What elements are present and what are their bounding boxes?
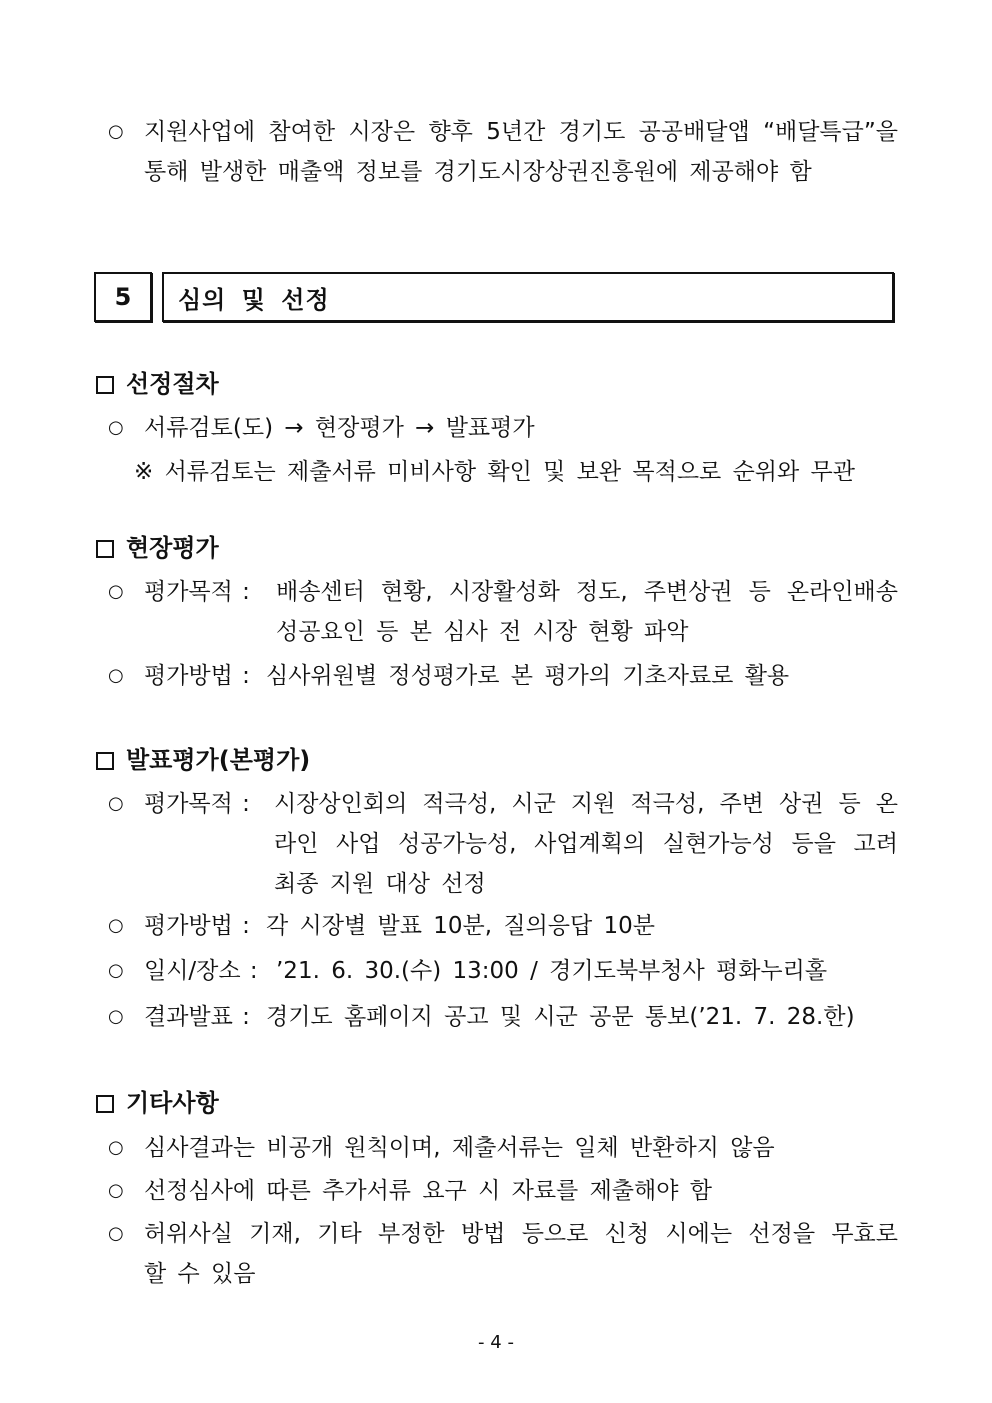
section-header	[94, 272, 894, 324]
list-item-text: 할 수 있음	[144, 1261, 256, 1287]
item-label: 일시/장소 :	[144, 958, 258, 984]
item-text: 심사위원별 정성평가로 본 평가의 기초자료로 활용	[266, 663, 790, 689]
subsection-heading	[96, 530, 219, 566]
item-text: 최종 지원 대상 선정	[274, 871, 486, 897]
item-label: 결과발표 :	[144, 1004, 250, 1030]
item-text: ’21. 6. 30.(수) 13:00 / 경기도북부청사 평화누리홀	[276, 958, 828, 984]
circle-bullet-icon: ○	[108, 1006, 124, 1027]
subsection-heading-text: 현장평가	[126, 534, 219, 562]
item-label: 평가목적 :	[144, 791, 250, 817]
page-number	[0, 1332, 992, 1353]
circle-bullet-icon: ○	[108, 417, 124, 438]
subsection-heading	[96, 742, 310, 778]
subsection-heading-text: 기타사항	[126, 1089, 219, 1117]
list-item-text: 허위사실 기재, 기타 부정한 방법 등으로 신청 시에는 선정을 무효로	[144, 1221, 898, 1247]
item-label: 평가목적 :	[144, 579, 250, 605]
section-title: 심의 및 선정	[162, 272, 894, 322]
checkbox-square-icon	[96, 752, 114, 770]
subsection-heading	[96, 1085, 219, 1121]
circle-bullet-icon: ○	[108, 581, 124, 602]
dash-icon: -	[478, 1332, 485, 1353]
subsection-heading-text: 선정절차	[126, 370, 219, 398]
item-label: 평가방법 :	[144, 663, 250, 689]
checkbox-square-icon	[96, 1095, 114, 1113]
circle-bullet-icon: ○	[108, 1223, 124, 1244]
dash-icon: -	[507, 1332, 514, 1353]
section-number: 5	[94, 272, 152, 322]
labeled-item	[108, 951, 898, 991]
labeled-item	[108, 906, 898, 946]
labeled-item	[108, 572, 898, 652]
list-item	[108, 1128, 898, 1168]
circle-bullet-icon: ○	[108, 665, 124, 686]
circle-bullet-icon: ○	[108, 1180, 124, 1201]
circle-bullet-icon: ○	[108, 121, 124, 142]
item-text: 경기도 홈페이지 공고 및 시군 공문 통보(’21. 7. 28.한)	[266, 1004, 855, 1030]
item-text: 성공요인 등 본 심사 전 시장 현황 파악	[276, 619, 689, 645]
labeled-item	[108, 784, 898, 904]
circle-bullet-icon: ○	[108, 960, 124, 981]
list-item	[108, 112, 898, 192]
list-item-text: 통해 발생한 매출액 정보를 경기도시장상권진흥원에 제공해야 함	[144, 159, 812, 185]
page-number-value: 4	[490, 1332, 502, 1353]
list-item	[108, 1214, 898, 1294]
list-item-text: 지원사업에 참여한 시장은 향후 5년간 경기도 공공배달앱 “배달특급”을	[144, 119, 898, 145]
item-text: 시장상인회의 적극성, 시군 지원 적극성, 주변 상권 등 온	[274, 791, 898, 817]
list-item	[108, 408, 898, 448]
item-label: 평가방법 :	[144, 913, 250, 939]
list-item	[108, 1171, 898, 1211]
checkbox-square-icon	[96, 540, 114, 558]
list-item-text: 서류검토(도) → 현장평가 → 발표평가	[144, 415, 535, 441]
labeled-item	[108, 656, 898, 696]
note-text: 서류검토는 제출서류 미비사항 확인 및 보완 목적으로 순위와 무관	[164, 459, 855, 485]
item-text: 각 시장별 발표 10분, 질의응답 10분	[266, 913, 656, 939]
checkbox-square-icon	[96, 376, 114, 394]
circle-bullet-icon: ○	[108, 915, 124, 936]
labeled-item	[108, 997, 898, 1037]
circle-bullet-icon: ○	[108, 793, 124, 814]
circle-bullet-icon: ○	[108, 1137, 124, 1158]
item-text: 라인 사업 성공가능성, 사업계획의 실현가능성 등을 고려	[274, 831, 898, 857]
list-item-text: 선정심사에 따른 추가서류 요구 시 자료를 제출해야 함	[144, 1178, 712, 1204]
item-text: 배송센터 현황, 시장활성화 정도, 주변상권 등 온라인배송	[276, 579, 898, 605]
list-item-text: 심사결과는 비공개 원칙이며, 제출서류는 일체 반환하지 않음	[144, 1135, 775, 1161]
note	[134, 452, 855, 492]
subsection-heading-text: 발표평가(본평가)	[126, 746, 311, 774]
reference-mark-icon: ※	[134, 459, 154, 485]
subsection-heading	[96, 366, 219, 402]
